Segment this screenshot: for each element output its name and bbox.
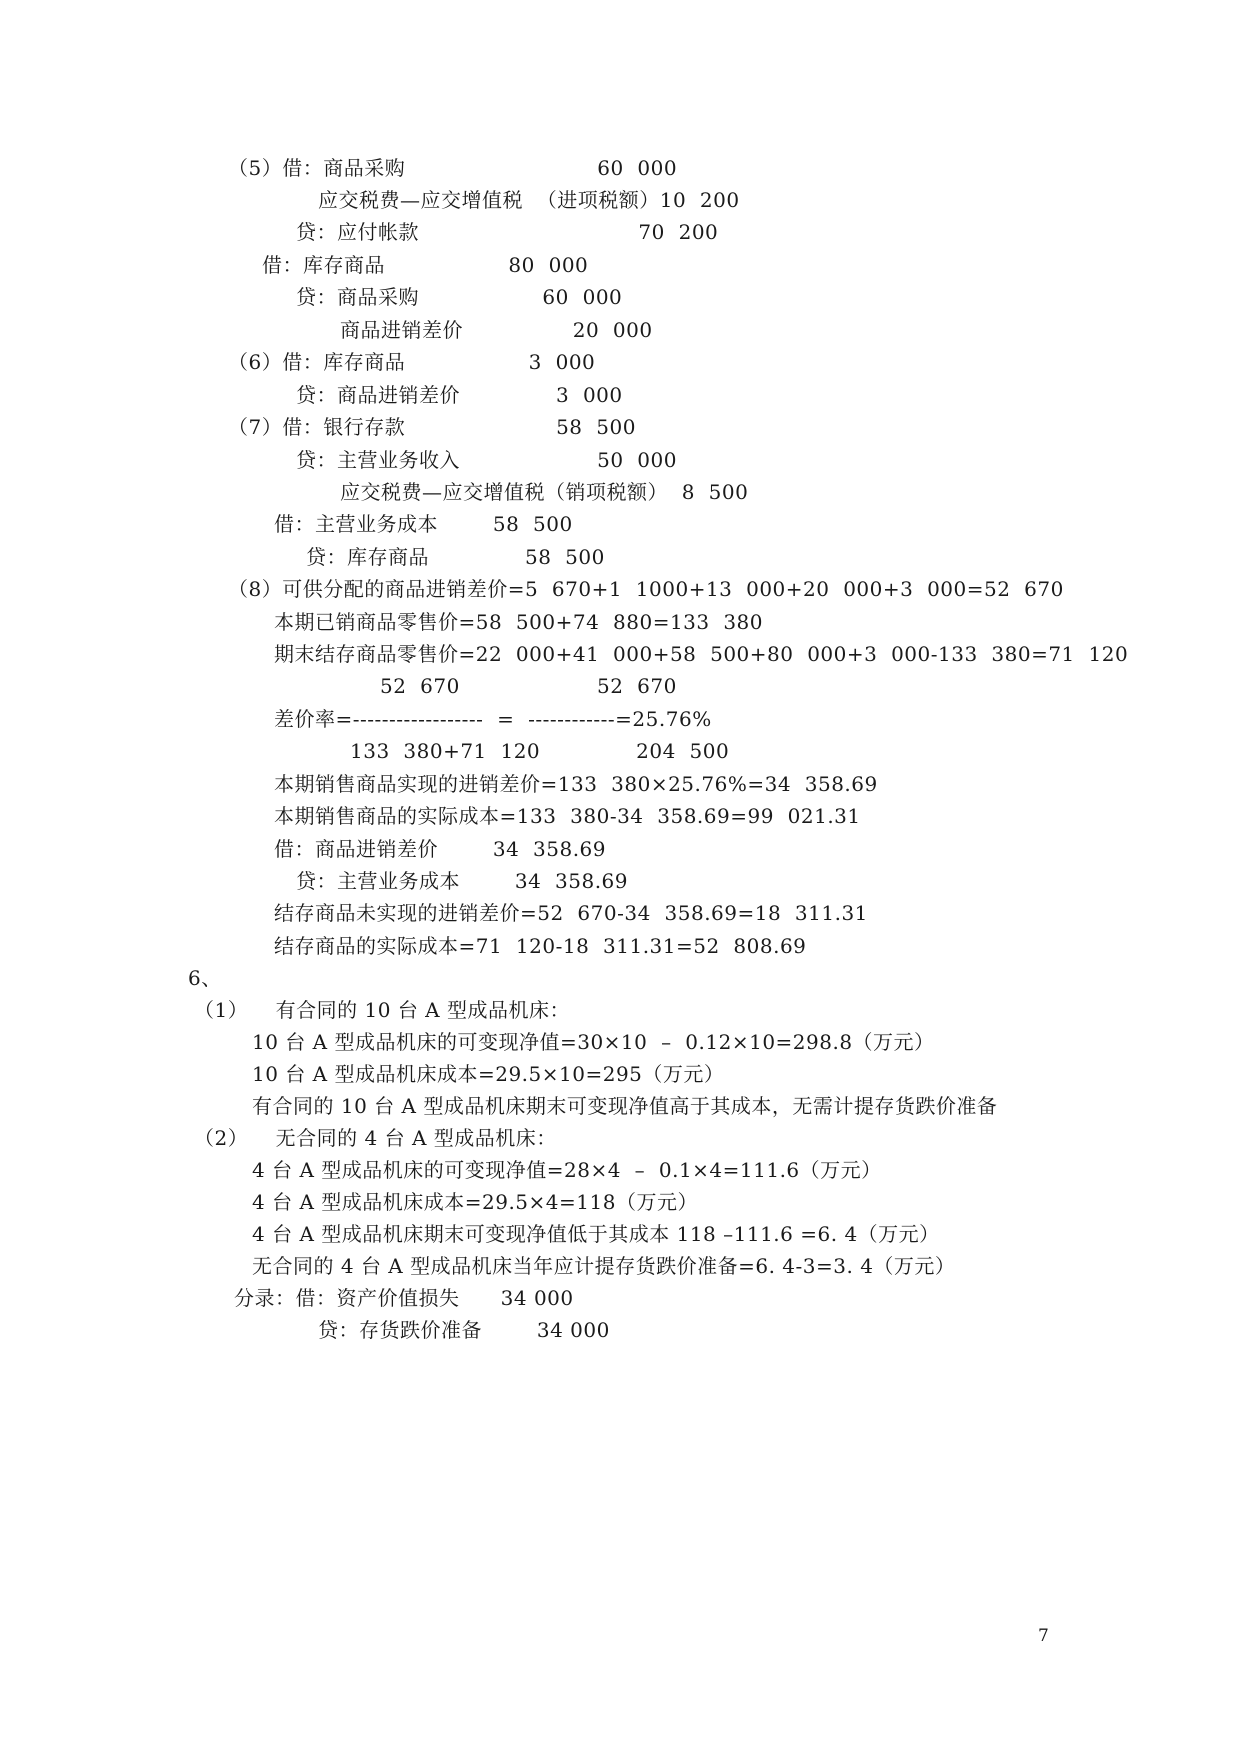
text-line: 本期已销商品零售价=58 500+74 880=133 380 [274, 610, 764, 634]
text-line: 贷：库存商品 58 500 [306, 545, 605, 569]
text-line: （6）借：库存商品 3 000 [228, 350, 596, 374]
text-line: 贷：商品采购 60 000 [296, 285, 623, 309]
page-number: 7 [1038, 1626, 1049, 1646]
text-line: 应交税费—应交增值税（销项税额） 8 500 [340, 480, 749, 504]
text-line: （8）可供分配的商品进销差价=5 670+1 1000+13 000+20 000+3 000=52 670 [228, 577, 1064, 601]
text-line: （5）借：商品采购 60 000 [228, 156, 678, 180]
text-line: 结存商品的实际成本=71 120-18 311.31=52 808.69 [274, 934, 807, 958]
text-line: 应交税费—应交增值税 （进项税额）10 200 [318, 188, 740, 212]
text-line: 贷：商品进销差价 3 000 [296, 383, 623, 407]
text-line: 贷：存货跌价准备 34 000 [318, 1318, 610, 1342]
text-line: 借：主营业务成本 58 500 [274, 512, 573, 536]
text-line: 期末结存商品零售价=22 000+41 000+58 500+80 000+3 000-133 380=71 120 [274, 642, 1129, 666]
text-line: 商品进销差价 20 000 [340, 318, 653, 342]
text-line: 结存商品未实现的进销差价=52 670-34 358.69=18 311.31 [274, 901, 868, 925]
text-line: 分录：借：资产价值损失 34 000 [234, 1286, 574, 1310]
text-line: 贷：主营业务成本 34 358.69 [296, 869, 629, 893]
text-line: （1） 有合同的 10 台 A 型成品机床： [194, 998, 570, 1022]
text-line: 4 台 A 型成品机床期末可变现净值低于其成本 118 –111.6 =6. 4（万元） [252, 1222, 940, 1246]
text-line: 本期销售商品的实际成本=133 380-34 358.69=99 021.31 [274, 804, 861, 828]
text-line: 4 台 A 型成品机床成本=29.5×4=118（万元） [252, 1190, 698, 1214]
text-line: （7）借：银行存款 58 500 [228, 415, 636, 439]
section-heading: 6、 [188, 966, 222, 990]
text-line: 贷：应付帐款 70 200 [296, 220, 719, 244]
text-line: 10 台 A 型成品机床的可变现净值=30×10 – 0.12×10=298.8（万元） [252, 1030, 935, 1054]
text-line: 本期销售商品实现的进销差价=133 380×25.76%=34 358.69 [274, 772, 878, 796]
text-line: 10 台 A 型成品机床成本=29.5×10=295（万元） [252, 1062, 725, 1086]
text-line: 贷：主营业务收入 50 000 [296, 448, 677, 472]
text-line: 有合同的 10 台 A 型成品机床期末可变现净值高于其成本，无需计提存货跌价准备 [252, 1094, 998, 1118]
text-line: 133 380+71 120 204 500 [350, 739, 730, 763]
text-line: 4 台 A 型成品机床的可变现净值=28×4 – 0.1×4=111.6（万元） [252, 1158, 882, 1182]
text-line: 借：商品进销差价 34 358.69 [274, 837, 607, 861]
text-line: 52 670 52 670 [380, 674, 677, 698]
text-line: 差价率=------------------ = ------------=25.76% [274, 707, 712, 731]
text-line: 无合同的 4 台 A 型成品机床当年应计提存货跌价准备=6. 4-3=3. 4（万元） [252, 1254, 956, 1278]
text-line: （2） 无合同的 4 台 A 型成品机床： [194, 1126, 557, 1150]
text-line: 借：库存商品 80 000 [262, 253, 589, 277]
